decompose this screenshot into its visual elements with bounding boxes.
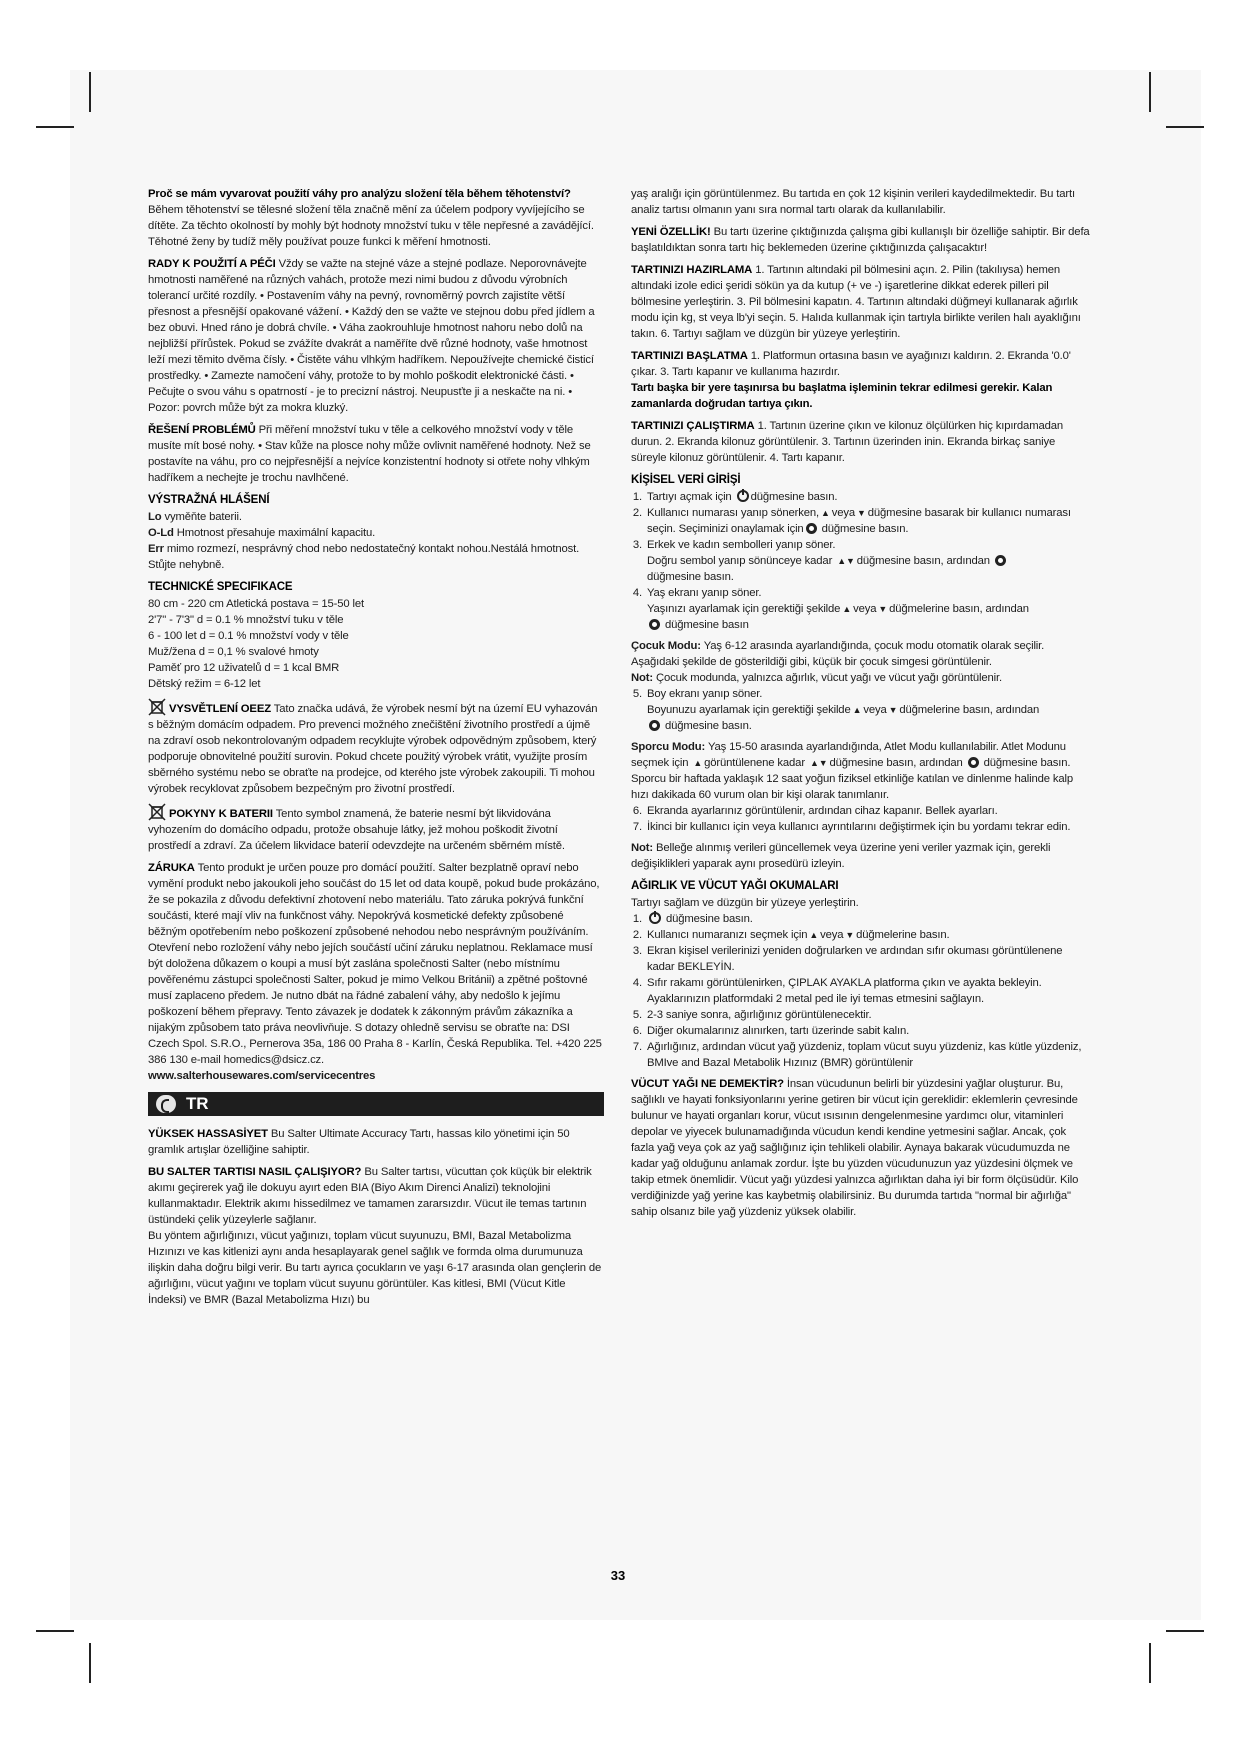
step-text: düğmesine basın, ardından — [856, 555, 990, 567]
bodyfat-text: İnsan vücudunun belirli bir yüzdesini yağlar oluşturur. Bu, sağlıklı ve hayati fonksiyonlarını yerine getiren bir vücut için gereklidir: eklemlerin çevresinde bulunur ve hayati organları korur, vücut ısısının dengelenmesine yardımcı olur, vitaminleri depolar ve yiyecek bulunamadığında vücudun kendi kendine yetmesini sağlar. Ancak, çok fazla yağ veya çok az yağ sağlığınız için tehlikeli olabilir. Aynaya bakarak vücudumuzda ne kadar yağ olduğunu anlamak zordur. İşte bu yüzden vücudunuzun yaz yüzdesini ölçmek ve takip etmek önemlidir. Vücut yağı yüzdesi yalnızca ağırlıktan daha iyi bir form ölçüsüdür. Kilo verdiğinizde yağ yerine kas kaybetmiş olabilirsiniz. Bu durumda tartıda "normal bir ağırlığa" sahip olsanız bile yağ yüzdeniz yüksek olabilir. — [631, 1078, 1079, 1218]
start-note: Tartı başka bir yere taşınırsa bu başlatma işleminin tekrar edilmesi gerekir. Kalan zamanlarda doğrudan tartıya çıkın. — [631, 382, 1053, 410]
athlete-icon: ▲ — [693, 758, 703, 768]
down-arrow-icon: ▼ — [878, 604, 888, 614]
problems-section — [148, 422, 604, 486]
left-column — [148, 186, 604, 1314]
list-item — [645, 537, 1091, 585]
child-mode-note — [631, 638, 1091, 670]
list-item: 6. Ekranda ayarlarınız görüntülenir, ardından cihaz kapanır. Bellek ayarları. — [645, 803, 1091, 819]
run-heading: TARTINIZI ÇALIŞTIRMA — [631, 420, 755, 432]
warning-lo — [148, 509, 604, 525]
set-button-icon — [806, 523, 817, 534]
start-section — [631, 348, 1091, 380]
new-feature-heading: YENİ ÖZELLİK! — [631, 226, 711, 238]
spec-line: 2'7" - 7'3" d = 0.1 % množství tuku v těle — [148, 614, 344, 626]
list-item — [645, 911, 1091, 927]
crossed-bin-icon — [148, 803, 166, 821]
athlete-mode-label: Sporcu Modu: — [631, 741, 706, 753]
list-item: 7. İkinci bir kullanıcı için veya kullanıcı ayrıntılarını değiştirmek için bu yordamı tekrar edin. — [645, 819, 1091, 835]
problems-text: Při měření množství tuku v těle a celkového množství vody v těle musíte mít bosé nohy. • Stav kůže na plosce nohy může ovlivnit naměřené hodnoty. Než se postavíte na váhu, pro co nejpřesnější a nejvíce konzistentní hodnoty si otřete nohy vlhkým hadříkem a nechejte je trochu navlhčené. — [148, 424, 591, 484]
step-text: Boy ekranı yanıp söner. — [647, 688, 763, 700]
note-text: Belleğe alınmış verileri güncellemek veya üzerine yeni veriler yazmak için, gerekli değişiklikleri yaparak aynı prosedürü izleyin. — [631, 842, 1051, 870]
crop-mark — [36, 126, 74, 128]
weee-heading: VYSVĚTLENÍ OEEZ — [169, 703, 271, 715]
up-arrow-icon: ▲ — [820, 508, 830, 518]
pregnancy-paragraph: Během těhotenství se tělesné složení těla značně mění za účelem podpory vyvíjejícího se dítěte. Za těchto okolností by mohly být hodnoty množství tuku v těle nepřesné a zavádějící. Těhotné ženy by tudíž měly používat pouze funkci k měření hmotnosti. — [148, 204, 594, 248]
list-item — [645, 927, 1091, 943]
weee-text: Tato značka udává, že výrobek nesmí být na území EU vyhazován s běžným domácím odpadem. Pro prevenci možného znečištění životního prostředí a újmě na zdraví osob nekontrolovaným odpadem recyklujte výrobek odpovědným způsobem, který podporuje obnovitelné použití surovin. Pokud chcete použitý výrobek vrátit, využijte prosím sběrného systému nebo se obraťte na prodejce, od kterého jste výrobek zakoupili. Ti mohou výrobek recyklovat způsobem bezpečným pro životní prostředí. — [148, 703, 598, 795]
spec-line: Paměť pro 12 uživatelů d = 1 kcal BMR — [148, 662, 340, 674]
step-text: düğmesine basarak bir kullanıcı numarası seçin. Seçiminizi onaylamak için — [647, 507, 1071, 535]
how-text: Bu Salter tartısı, vücuttan çok küçük bir elektrik akımı geçirerek yağ ile dokuyu ayırt eden BIA (Biyo Akım Direnci Analizi) teknolojini kullanmaktadır. Elektrik akımı hissedilmez ve tamamen zararsızdır. Vücut ile temas tartının üstündeki çelik yüzeylerle sağlanır. — [148, 1166, 592, 1226]
step-text: düğmesine basın. — [666, 913, 753, 925]
list-item: 5. 2-3 saniye sonra, ağırlığınız görüntülenecektir. — [645, 1007, 1091, 1023]
readings-heading: AĞIRLIK VE VÜCUT YAĞI OKUMALARI — [631, 880, 839, 892]
specs-list — [148, 596, 604, 692]
down-arrow-icon: ▼ — [845, 930, 855, 940]
power-button-icon — [649, 912, 661, 924]
list-item: 3. Ekran kişisel verilerinizi yeniden doğrularken ve ardından sıfır okuması görüntülenene kadar BEKLEYİN. — [645, 943, 1091, 975]
warning-code: Lo — [148, 511, 162, 523]
step-text: Yaş ekranı yanıp söner. — [647, 587, 762, 599]
up-arrow-icon: ▲ — [852, 705, 862, 715]
down-arrow-icon: ▼ — [888, 705, 898, 715]
weee-section — [148, 698, 604, 797]
list-item: 7. Ağırlığınız, ardından vücut yağ yüzdeniz, toplam vücut suyu yüzdeniz, kas kütle yüzdeniz, BMIve and Bazal Metabolik Hızınız (BMR) görüntülenir — [645, 1039, 1091, 1071]
bodyfat-section — [631, 1076, 1091, 1220]
prep-text: 1. Tartının altındaki pil bölmesini açın. 2. Pilin (takılıysa) hemen altındaki izole edici şeridi sökün ya da kutup (+ ve -) işaretlerine dikkat ederek pilleri pil bölmesine yerleştirin. 3. Pil bölmesini kapatın. 4. Tartının altındaki düğmeyi kullanarak ağırlık modu için kg, st veya lb'yi seçin. 5. Halıda kullanmak için tartıyla birlikte verilen halı ayaklığını takın. 6. Tartıyı sağlam ve düzgün bir yüzeye yerleştirin. — [631, 264, 1081, 340]
step-text: düğmesine basın. — [665, 720, 752, 732]
personal-steps — [631, 489, 1091, 633]
note-1 — [631, 670, 1091, 686]
prep-heading: TARTINIZI HAZIRLAMA — [631, 264, 753, 276]
athlete-mode-note — [631, 739, 1091, 803]
readings-steps — [631, 911, 1091, 1071]
care-heading: RADY K POUŽITÍ A PÉČI — [148, 258, 276, 270]
list-item — [645, 686, 1091, 734]
step-text: Kullanıcı numarası yanıp sönerken, — [647, 507, 819, 519]
list-item: 4. Sıfır rakamı görüntülenirken, ÇIPLAK AYAKLA platforma çıkın ve ayakta bekleyin. Ayaklarınızın platformdaki 2 metal ped ile iyi temas etmesini sağlayın. — [645, 975, 1091, 1007]
crop-mark — [1166, 126, 1204, 128]
step-text: veya — [853, 603, 877, 615]
list-item — [645, 585, 1091, 633]
warning-old — [148, 525, 604, 541]
how-paragraph-2: Bu yöntem ağırlığınızı, vücut yağınızı, toplam vücut suyunuzu, BMI, Bazal Metabolizma Hızınızı ve kas kitlenizi aynı anda hesaplayarak genel sağlık ve formda olma durumunuza ilişkin daha doğru bilgi verir. Bu tartı ayrıca çocukların ve yaşı 6-17 arasında olan gençlerin de ağırlığını, vücut yağını ve toplam vücut suyunu görüntüler. Kas kitlesi, BMI (Vücut Kitle İndeksi) ve BMR (Bazal Metabolizma Hızı) bu — [148, 1230, 602, 1306]
page-number: 33 — [610, 1568, 626, 1583]
up-down-arrow-icon: ▲▼ — [837, 556, 855, 566]
warning-text: vyměňte baterii. — [164, 511, 242, 523]
specs-heading: TECHNICKÉ SPECIFIKACE — [148, 581, 293, 593]
up-arrow-icon: ▲ — [842, 604, 852, 614]
start-heading: TARTINIZI BAŞLATMA — [631, 350, 748, 362]
athlete-text: düğmesine basın, ardından — [829, 757, 963, 769]
bodyfat-heading: VÜCUT YAĞI NE DEMEKTİR? — [631, 1078, 784, 1090]
warranty-heading: ZÁRUKA — [148, 862, 195, 874]
prep-section — [631, 262, 1091, 342]
personal-data-heading: KİŞİSEL VERİ GİRİŞİ — [631, 474, 741, 486]
new-feature-section — [631, 224, 1091, 256]
set-button-icon — [649, 619, 660, 630]
language-bar-tr — [148, 1092, 604, 1116]
step-text: Tartıyı açmak için — [647, 491, 732, 503]
power-button-icon — [737, 490, 749, 502]
step-text: Erkek ve kadın sembolleri yanıp söner. — [647, 539, 836, 551]
continued-paragraph: yaş aralığı için görüntülenmez. Bu tartıda en çok 12 kişinin verileri kaydedilmektedir. Bu tartı analiz tartısı olmanın yanı sıra normal tartı olarak da kullanılabilir. — [631, 188, 1075, 216]
pregnancy-heading: Proč se mám vyvarovat použití váhy pro analýzu složení těla během těhotenství? — [148, 188, 571, 200]
warranty-text: Tento produkt je určen pouze pro domácí použití. Salter bezplatně opraví nebo vymění produkt nebo jakoukoli jeho součást do 15 let od data koupě, pokud bude prokázáno, že se pokazila z důvodu defektivní zhotovení nebo materiálu. Tato záruka pokrývá funkční součásti, které mají vliv na funkčnost váhy. Nepokrývá kosmetické defekty způsobené běžným opotřebením nebo poškození způsobené nehodou nebo nesprávným používáním. Otevření nebo rozložení váhy nebo jejích součástí učiní záruku neplatnou. Reklamace musí být doložena důkazem o koupi a musí být zaslána společnosti Salter (nebo místnímu pověřenému zástupci společnosti Salter, pokud je mimo Velkou Británii) a zpětné poštovné musí zaplaceno předem. Je nutno dbát na řádné zabalení váhy, aby nedošlo k jejímu poškození během přepravy. Tento závazek je dodatek k zákonným právům zákazníka a nijakým způsobem tato práva neovlivňuje. S dotazy ohledně servisu se obraťte na: DSI Czech Spol. S.R.O., Pernerova 35a, 186 00 Praha 8 - Karlín, Česká Republika. Tel. +420 225 386 130 e-mail homedics@dsicz.cz. — [148, 862, 602, 1066]
warning-text: Hmotnost přesahuje maximální kapacitu. — [176, 527, 376, 539]
precision-section — [148, 1126, 604, 1158]
right-column — [631, 186, 1091, 1226]
child-mode-text: Yaş 6-12 arasında ayarlandığında, çocuk modu otomatik olarak seçilir. Aşağıdaki şekilde de gösterildiği gibi, küçük bir çocuk simgesi görüntülenir. — [631, 640, 1045, 668]
precision-text: Bu Salter Ultimate Accuracy Tartı, hassas kilo yönetimi için 50 gramlık artışlar özelliğine sahiptir. — [148, 1128, 570, 1156]
list-item — [645, 489, 1091, 505]
care-section — [148, 256, 604, 416]
new-feature-text: Bu tartı üzerine çıktığınızda çalışma gibi kullanışlı bir özelliğe sahiptir. Bir defa başlatıldıktan sonra tartı hiç beklemeden üzerine çıktığınızda çalışacaktır! — [631, 226, 1090, 254]
down-arrow-icon: ▼ — [857, 508, 866, 518]
spec-line: 80 cm - 220 cm Atletická postava = 15-50 let — [148, 598, 365, 610]
up-down-arrow-icon: ▲▼ — [809, 758, 828, 768]
athlete-text: Yaş 15-50 arasında ayarlandığında, Atlet Modu kullanılabilir. Atlet Modunu seçmek için — [631, 741, 1066, 769]
spec-line: Muž/žena d = 0,1 % svalové hmoty — [148, 646, 319, 658]
warranty-url[interactable]: www.salterhousewares.com/servicecentres — [148, 1070, 376, 1082]
step-text: Doğru sembol yanıp sönünceye kadar — [647, 555, 833, 567]
problems-heading: ŘEŠENÍ PROBLÉMŮ — [148, 424, 256, 436]
readings-intro: Tartıyı sağlam ve düzgün bir yüzeye yerleştirin. — [631, 897, 859, 909]
step-text: düğmelerine basın. — [856, 929, 950, 941]
battery-heading: POKYNY K BATERII — [169, 808, 273, 820]
crop-mark — [1149, 1643, 1151, 1683]
battery-text: Tento symbol znamená, že baterie nesmí být likvidována vyhozením do domácího odpadu, protože obsahuje látky, jež mohou poškodit životní prostředí a zdraví. Za účelem likvidace baterií odevzdejte na určeném sběrném místě. — [148, 808, 565, 852]
crop-mark — [89, 72, 91, 112]
step-text: düğmelerine basın, ardından — [889, 603, 1029, 615]
personal-steps-cont — [631, 686, 1091, 734]
step-text: veya — [831, 507, 856, 519]
spec-line: 6 - 100 let d = 0.1 % množství vody v těle — [148, 630, 349, 642]
run-section — [631, 418, 1091, 466]
crossed-bin-icon — [148, 698, 166, 716]
crop-mark — [1166, 1630, 1204, 1632]
warning-code: Err — [148, 543, 164, 555]
precision-heading: YÜKSEK HASSASİYET — [148, 1128, 268, 1140]
set-button-icon — [968, 757, 979, 768]
list-item — [645, 505, 1091, 537]
step-text: düğmesine basın. — [750, 491, 838, 503]
list-item: 6. Diğer okumalarınız alınırken, tartı üzerinde sabit kalın. — [645, 1023, 1091, 1039]
step-text: Boyunuzu ayarlamak için gerektiği şekilde — [647, 704, 851, 716]
battery-section — [148, 803, 604, 854]
warranty-section — [148, 860, 604, 1068]
note-label: Not: — [631, 672, 653, 684]
personal-steps-end — [631, 803, 1091, 835]
warnings-heading: VÝSTRAŽNÁ HLÁŠENÍ — [148, 494, 270, 506]
step-text: düğmesine basın. — [821, 523, 909, 535]
warning-err — [148, 541, 604, 573]
note-label: Not: — [631, 842, 653, 854]
crop-mark — [1149, 72, 1151, 112]
how-section — [148, 1164, 604, 1228]
step-text: veya — [820, 929, 844, 941]
up-arrow-icon: ▲ — [809, 930, 819, 940]
note-text: Çocuk modunda, yalnızca ağırlık, vücut yağı ve vücut yağı görüntülenir. — [655, 672, 1003, 684]
language-badge-icon — [156, 1095, 176, 1113]
step-text: düğmesine basın — [665, 619, 749, 631]
child-mode-label: Çocuk Modu: — [631, 640, 701, 652]
note-2 — [631, 840, 1091, 872]
step-text: düğmesine basın. — [647, 571, 734, 583]
spec-line: Dětský režim = 6-12 let — [148, 678, 261, 690]
run-text: 1. Tartının üzerine çıkın ve kilonuz ölçülürken hiç kıpırdamadan durun. 2. Ekranda kilonuz görüntülenir. 3. Tartının üzerinden inin. Ekranda birkaç saniye süreyle kilonuz görüntülenir. 4. Tartı kapanır. — [631, 420, 1063, 464]
step-text: Yaşınızı ayarlamak için gerektiği şekilde — [647, 603, 841, 615]
warning-code: O-Ld — [148, 527, 174, 539]
warning-text: mimo rozmezí, nesprávný chod nebo nedostatečný kontakt nohou.Nestálá hmotnost. Stůjte nehybně. — [148, 543, 580, 571]
start-text: 1. Platformun ortasına basın ve ayağınızı kaldırın. 2. Ekranda '0.0' çıkar. 3. Tartı kapanır ve kullanıma hazırdır. — [631, 350, 1071, 378]
how-heading: BU SALTER TARTISI NASIL ÇALIŞIYOR? — [148, 1166, 362, 1178]
language-code: TR — [186, 1094, 209, 1113]
step-text: Kullanıcı numaranızı seçmek için — [647, 929, 808, 941]
crop-mark — [36, 1630, 74, 1632]
care-text: Vždy se važte na stejné váze a stejné podlaze. Neporovnávejte hmotnosti naměřené na různých vahách, protože mezi nimi budou z důvodu výrobních tolerancí určité rozdíly. • Postavením váhy na pevný, rovnoměrný povrch zajistíte větší přesnost a přesnější opakované vážení. • Každý den se važte ve stejnou dobu před jídlem a bez obuvi. Hned ráno je dobrá chvíle. • Váha zaokrouhluje hmotnost nahoru nebo dolů na nejbližší přírůstek. Pokud se zvážíte dvakrát a naměříte dvě různé hodnoty, vaše hmotnost leží mezi těmito dvěma čísly. • Čistěte váhu vlhkým hadříkem. Nepoužívejte chemické čisticí prostředky. • Zamezte namočení váhy, protože to by mohlo poškodit elektronické části. • Pečujte o svou váhu s opatrností - je to precizní nástroj. Neupusťte ji a neskačte na ni. • Pozor: povrch může být za mokra kluzký. — [148, 258, 595, 414]
step-text: düğmelerine basın, ardından — [899, 704, 1040, 716]
set-button-icon — [649, 720, 660, 731]
step-text: veya — [863, 704, 887, 716]
crop-mark — [89, 1643, 91, 1683]
athlete-text: görüntülenene kadar — [704, 757, 805, 769]
set-button-icon — [995, 555, 1006, 566]
athlete-text: düğmesine basın. Sporcu bir haftada yaklaşık 12 saat yoğun fiziksel etkinliğe katılan ve dinlenme halinde kalp hızı dakikada 60 vurum olan bir kişi olarak tanımlanır. — [631, 757, 1073, 801]
